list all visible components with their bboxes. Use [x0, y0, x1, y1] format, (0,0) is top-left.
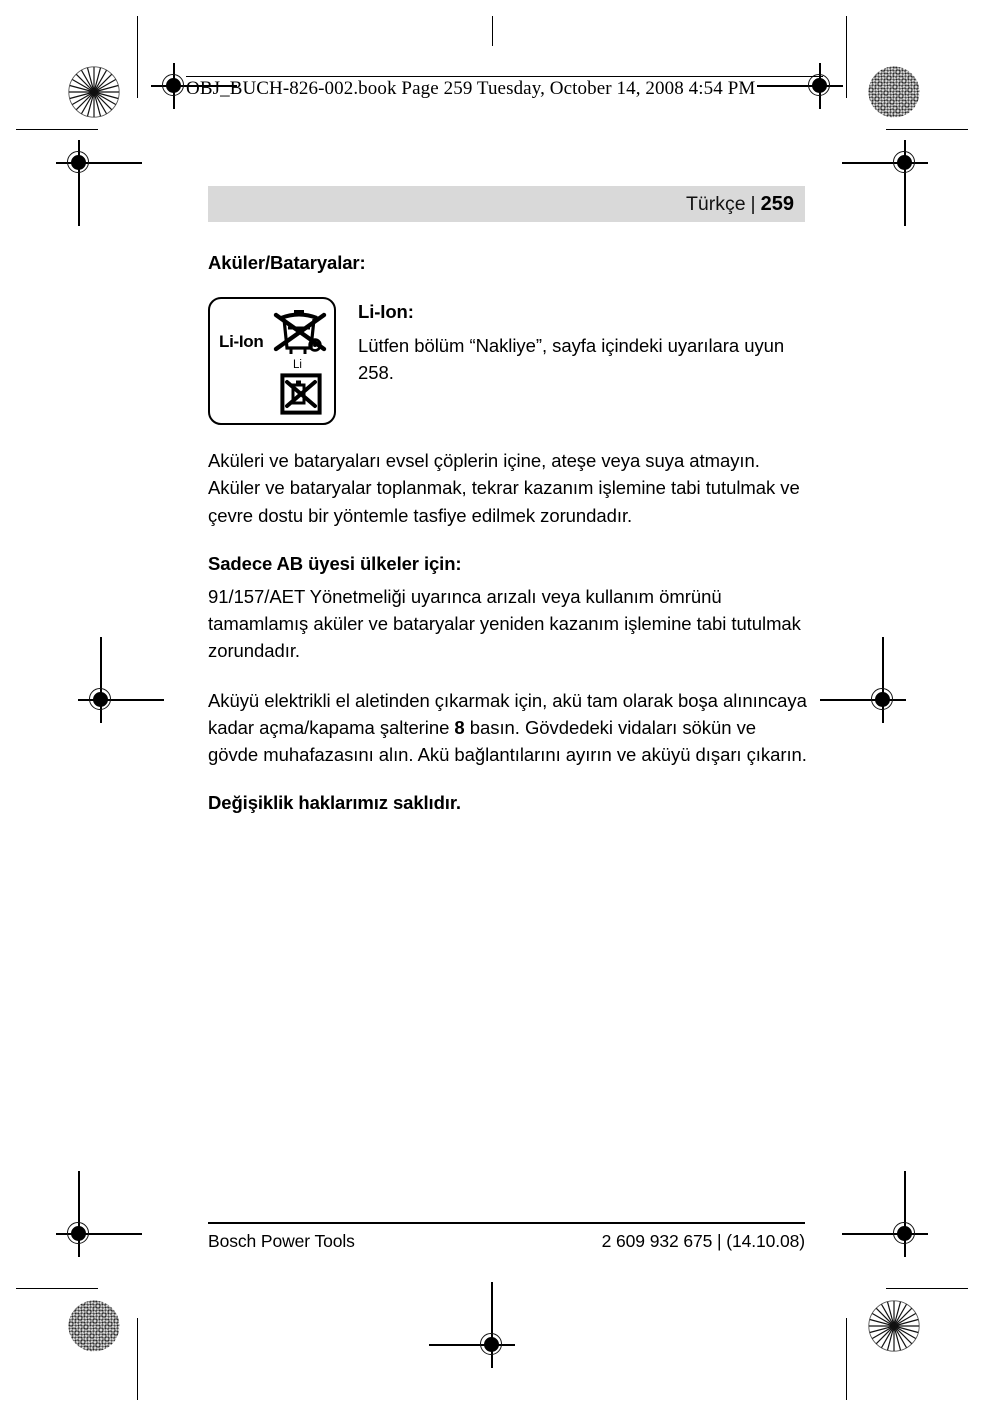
crossed-out-battery-square-icon: [280, 373, 322, 420]
star-rosette-target-top-left: [68, 66, 120, 118]
removal-text-tail: basın. Gövdedeki vidaları sökün ve gövde muhafazasını alın. Akü bağlantılarını ayırın ve aküyü dışarı çıkarın.: [208, 716, 807, 766]
crop-line-left-upper-horizontal: [16, 129, 98, 130]
eu-directive-paragraph: 91/157/AET Yönetmeliği uyarınca arızalı veya kullanım ömrünü tamamlamış aküler ve bataryalar yeniden kazanım işlemine tabi tutulmak zorundadır.: [208, 586, 801, 662]
crop-line-right-upper-horizontal: [886, 129, 968, 130]
registration-mark-right-middle: [860, 677, 906, 723]
crop-line-bottom-left-vertical: [137, 1318, 138, 1400]
liion-symbol-row: [208, 297, 808, 425]
crop-line-bottom-center-vertical: [492, 1290, 493, 1316]
liion-chemistry-label: Li-Ion: [219, 332, 264, 352]
liion-transport-note: Lütfen bölüm “Nakliye”, sayfa içindeki uyarılara uyun 258.: [358, 334, 785, 383]
registration-mark-top-right: [797, 63, 843, 109]
page-number: 259: [760, 192, 794, 215]
crop-line-left-lower-horizontal: [16, 1288, 98, 1289]
registration-mark-left-middle: [78, 677, 124, 723]
registration-mark-bottom-center: [469, 1322, 515, 1368]
file-header-text: OBJ_BUCH-826-002.book Page 259 Tuesday, October 14, 2008 4:54 PM: [186, 78, 756, 99]
crop-line-top-center-vertical: [492, 16, 493, 46]
removal-text-lead: Aküyü elektrikli el aletinden çıkarmak için, akü tam olarak boşa alınıncaya kadar açma/kapama şalterine: [208, 689, 807, 738]
section-heading-batteries: Aküler/Bataryalar:: [208, 252, 366, 273]
footer-document-number: 2 609 932 675 | (14.10.08): [601, 1231, 805, 1251]
page-content: [208, 250, 808, 822]
eu-countries-heading: Sadece AB üyesi ülkeler için:: [208, 552, 462, 574]
crossed-out-wheelie-bin-icon: [272, 304, 328, 367]
moire-halftone-target-top-right: [868, 66, 920, 118]
liion-symbol-box: [208, 297, 336, 425]
liion-heading: Li-Ion:: [358, 301, 414, 323]
liion-element-label: Li: [293, 359, 302, 372]
page-title-band: [208, 186, 805, 222]
registration-mark-right-upper: [882, 140, 928, 186]
moire-halftone-target-bottom-left: [68, 1300, 120, 1352]
crop-line-top-left-vertical: [137, 16, 138, 98]
rights-reserved-notice: Değişiklik haklarımız saklıdır.: [208, 792, 461, 814]
crop-line-bottom-right-vertical: [846, 1318, 847, 1400]
switch-reference-number: 8: [454, 716, 465, 738]
star-rosette-target-bottom-right: [868, 1300, 920, 1352]
registration-mark-left-upper: [56, 140, 102, 186]
footer-company: Bosch Power Tools: [208, 1231, 355, 1251]
page-footer: [208, 1231, 805, 1252]
disposal-paragraph: Aküleri ve bataryaları evsel çöplerin içine, ateşe veya suya atmayın. Aküler ve bataryalar toplanmak, tekrar kazanım işlemine tabi tutulmak ve çevre dostu bir yöntemle tasfiye edilmek zorundadır.: [208, 450, 800, 526]
language-label: Türkçe: [685, 192, 746, 215]
crop-line-top-right-vertical: [846, 16, 847, 98]
footer-rule: [208, 1222, 805, 1224]
liion-text-block: [358, 297, 808, 386]
crop-line-right-lower-horizontal: [886, 1288, 968, 1289]
title-separator: |: [750, 192, 756, 215]
registration-mark-right-lower: [882, 1211, 928, 1257]
registration-mark-left-lower: [56, 1211, 102, 1257]
battery-removal-paragraph: [208, 687, 808, 769]
